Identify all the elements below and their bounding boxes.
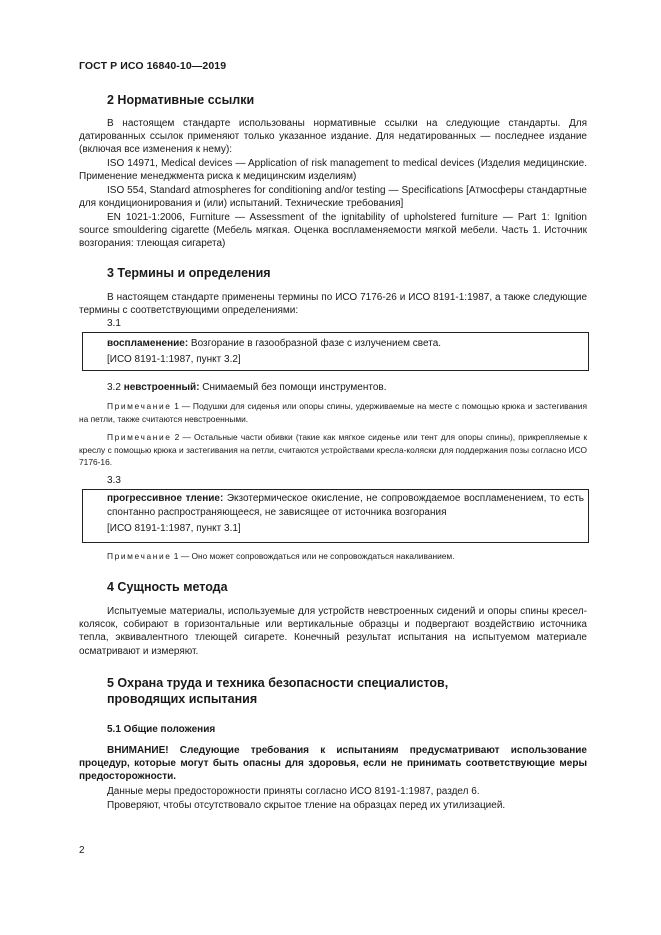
term-3-3-box [82,489,589,543]
reference-iso-554: ISO 554, Standard atmospheres for conditioning and/or testing — Specifications [Атмосферы стандартные для кондиционирования и (или) испытаний. Технические требования] [79,185,587,210]
term-3-2 [107,381,587,394]
term-3-1-term: воспламенение: [107,338,189,349]
section-4-text: Испытуемые материалы, используемые для устройств невстроенных сидений и опоры спины кресел-колясок, собирают в горизонтальные или вертикальные образцы и подвергают воздействию источника тепла, эквивалентного тлеющей сигарете. Конечный результат испытания на испытуемом материале осматривают и измеряют. [79,606,587,657]
term-3-3-definition [83,490,588,520]
section-5-paragraph-2: Проверяют, чтобы отсутствовало скрытое тление на образцах перед их утилизацией. [107,800,506,811]
term-3-3-text: Экзотермическое окисление, не сопровождаемое воспламенением, то есть спонтанно распространяющееся, не зависящее от источника возгорания [107,493,584,518]
section-2-intro: В настоящем стандарте использованы нормативные ссылки на следующие стандарты. Для датированных ссылок применяют только указанное издание. Для недатированных — последнее издание (включая все изменения к нему): [79,118,587,156]
term-3-1-text: Возгорание в газообразной фазе с излучением света. [188,338,442,349]
note-3 [79,550,587,563]
term-3-2-term: невстроенный: [123,382,200,393]
section-2-heading: 2 Нормативные ссылки [107,93,255,107]
note-1-text: 1 — Подушки для сиденья или опоры спины, удерживаемые на месте с помощью крюка и застегивания на петли, также считаются невстроенными. [79,401,587,424]
reference-en-1021-1: EN 1021-1:2006, Furniture — Assessment of the ignitability of upholstered furniture — Part 1: Ignition source smouldering cigarette (Мебель мягкая. Оценка воспламеняемости мягкой мебели. Часть 1. Источник возгорания: тлеющая сигарета) [79,212,587,250]
page-number: 2 [79,845,85,856]
section-5-paragraph-1: Данные меры предосторожности приняты согласно ИСО 8191-1:1987, раздел 6. [107,786,480,797]
term-3-1-number: 3.1 [107,318,121,329]
term-3-2-number: 3.2 [107,382,121,393]
note-3-text: 1 — Оно может сопровождаться или не сопровождаться накаливанием. [171,551,455,561]
subsection-5-1-heading: 5.1 Общие положения [107,724,216,735]
document-header: ГОСТ Р ИСО 16840-10—2019 [79,60,227,72]
note-2-text: 2 — Остальные части обивки (такие как мягкое сиденье или тент для опоры спины), прикрепляемые к креслу с помощью крюка и застегивания на петли, считаются устройствами кресла-коляски для поддержания позы согласно ИСО 7176-16. [79,432,587,467]
term-3-3-source: [ИСО 8191-1:1987, пункт 3.1] [107,523,241,534]
section-5-heading-line2: проводящих испытания [107,692,258,706]
reference-iso-14971: ISO 14971, Medical devices — Application of risk management to medical devices (Изделия медицинские. Применение менеджмента риска к медицинским изделиям) [79,158,587,183]
section-4-heading: 4 Сущность метода [107,580,228,594]
term-3-3-term: прогрессивное тление: [107,493,224,504]
note-1-label: Примечание [107,401,172,411]
note-2-label: Примечание [107,432,172,442]
term-3-1-box [82,332,589,371]
note-2 [79,431,587,469]
warning-text: ВНИМАНИЕ! Следующие требования к испытаниям предусматривают использование процедур, которые могут быть опасны для здоровья, если не принимать соответствующие меры предосторожности. [79,745,587,783]
section-3-intro: В настоящем стандарте применены термины по ИСО 7176-26 и ИСО 8191-1:1987, а также следующие термины с соответствующими определениями: [79,292,587,317]
term-3-1-definition [83,333,588,352]
note-3-label: Примечание [107,551,172,561]
term-3-1-source: [ИСО 8191-1:1987, пункт 3.2] [107,354,241,365]
term-3-3-number: 3.3 [107,475,121,486]
note-1 [79,400,587,425]
section-5-heading-line1: 5 Охрана труда и техника безопасности специалистов, [107,676,449,690]
section-3-heading: 3 Термины и определения [107,266,271,280]
term-3-2-text: Снимаемый без помощи инструментов. [199,382,387,393]
